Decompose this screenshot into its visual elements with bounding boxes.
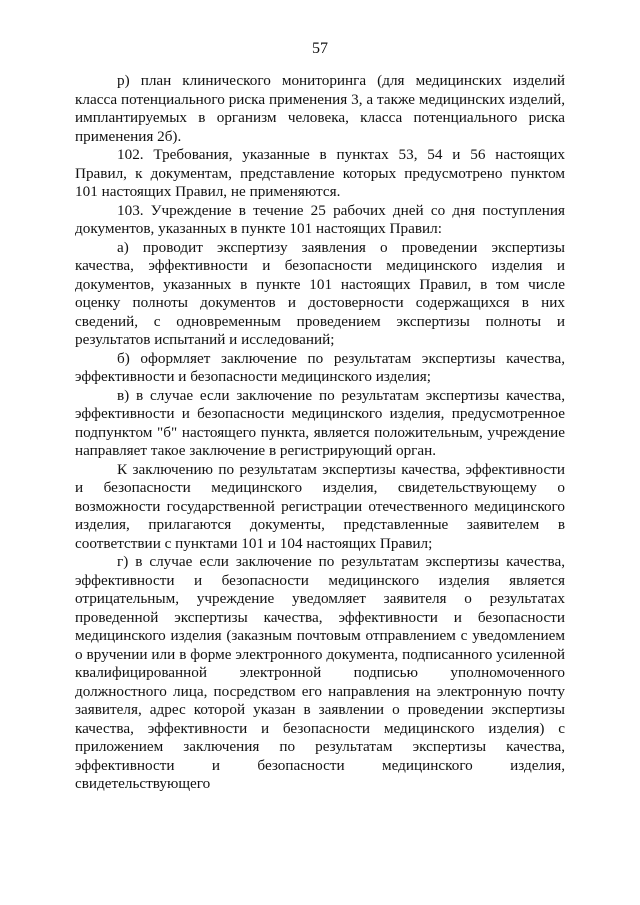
paragraph-103-b: б) оформляет заключение по результатам экспертизы качества, эффективности и безопасности медицинского изделия; (75, 349, 565, 385)
paragraph-102: 102. Требования, указанные в пунктах 53, 54 и 56 настоящих Правил, к документам, представление которых предусмотрено пунктом 101 настоящих Правил, не применяются. (75, 146, 565, 200)
paragraph-103-a: а) проводит экспертизу заявления о проведении экспертизы качества, эффективности и безопасности медицинского изделия и документов, указанных в пункте 101 настоящих Правил, в том числе оценку полноты документов и достоверности содержащихся в них сведений, с одновременным проведением экспертизы полноты и результатов испытаний и исследований; (75, 238, 565, 348)
paragraph-103: 103. Учреждение в течение 25 рабочих дней со дня поступления документов, указанных в пункте 101 настоящих Правил: (75, 201, 565, 237)
paragraph-103-g: г) в случае если заключение по результатам экспертизы качества, эффективности и безопасности медицинского изделия является отрицательным, учреждение уведомляет заявителя о результатах проведенной экспертизы качества, эффективности и безопасности медицинского изделия (заказным почтовым отправлением с уведомлением о вручении или в форме электронного документа, подписанного усиленной квалифицированной электронной подписью уполномоченного должностного лица, посредством его направления на электронную почту заявителя, адрес которой указан в заявлении о проведении экспертизы качества, эффективности и безопасности медицинского изделия) с приложением заключения по результатам экспертизы качества, эффективности и безопасности медицинского изделия, свидетельствующего (75, 553, 565, 792)
paragraph-conclusion-attachments: К заключению по результатам экспертизы качества, эффективности и безопасности медицинского изделия, свидетельствующему о возможности государственной регистрации отечественного медицинского изделия, прилагаются документы, представленные заявителем в соответствии с пунктами 101 и 104 настоящих Правил; (75, 460, 565, 552)
page-number: 57 (312, 40, 328, 57)
document-body (75, 72, 565, 794)
paragraph-103-v: в) в случае если заключение по результатам экспертизы качества, эффективности и безопасности медицинского изделия, предусмотренное подпунктом "б" настоящего пункта, является положительным, учреждение направляет такое заключение в регистрирующий орган. (75, 386, 565, 459)
paragraph-r-clinical-monitoring: р) план клинического мониторинга (для медицинских изделий класса потенциального риска применения 3, а также медицинских изделий, имплантируемых в организм человека, класса потенциального риска применения 2б). (75, 72, 565, 145)
